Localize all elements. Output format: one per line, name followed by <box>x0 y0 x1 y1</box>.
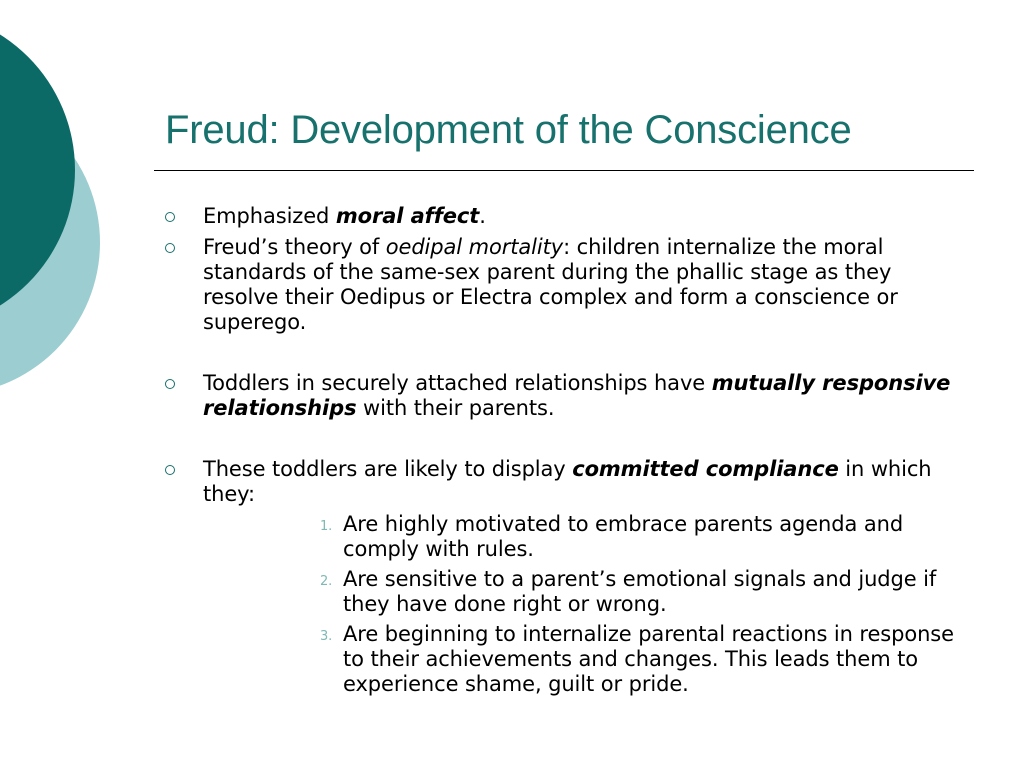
numbered-item <box>308 567 968 617</box>
numbered-list <box>308 512 968 697</box>
bullet-item <box>165 371 965 421</box>
bullet-text: Freud’s theory of oedipal mortality: children internalize the moral standards of the same-sex parent during the phallic stage as they resolve their Oedipus or Electra complex and form a conscience or superego. <box>203 235 898 334</box>
title-divider <box>154 170 974 171</box>
bullet-item <box>165 457 965 507</box>
circle-bullet-icon <box>165 465 175 475</box>
item-number: 2. <box>320 574 333 589</box>
item-number: 3. <box>320 629 333 644</box>
slide-body <box>165 204 965 697</box>
emphasis-term: oedipal mortality <box>385 235 564 259</box>
item-text: Are highly motivated to embrace parents agenda and comply with rules. <box>343 512 904 561</box>
bullet-text: These toddlers are likely to display committed compliance in which they: <box>203 457 932 506</box>
item-text: Are sensitive to a parent’s emotional signals and judge if they have done right or wrong. <box>343 567 937 616</box>
decorative-circle-light <box>0 90 100 395</box>
bullet-text: Toddlers in securely attached relationships have mutually responsive relationships with their parents. <box>203 371 951 420</box>
item-text: Are beginning to internalize parental reactions in response to their achievements and changes. This leads them to experience shame, guilt or pride. <box>343 622 954 696</box>
bullet-text: Emphasized moral affect. <box>203 204 486 228</box>
emphasis-term: moral affect <box>335 204 480 228</box>
emphasis-term: mutually responsive relationships <box>203 371 951 420</box>
numbered-item <box>308 512 968 562</box>
circle-bullet-icon <box>165 379 175 389</box>
slide-title: Freud: Development of the Conscience <box>165 108 852 152</box>
circle-bullet-icon <box>165 243 175 253</box>
circle-bullet-icon <box>165 212 175 222</box>
emphasis-term: committed compliance <box>572 457 839 481</box>
item-number: 1. <box>320 519 333 534</box>
decorative-circle-dark <box>0 10 75 330</box>
numbered-item <box>308 622 968 697</box>
bullet-item <box>165 235 965 335</box>
bullet-item <box>165 204 965 229</box>
